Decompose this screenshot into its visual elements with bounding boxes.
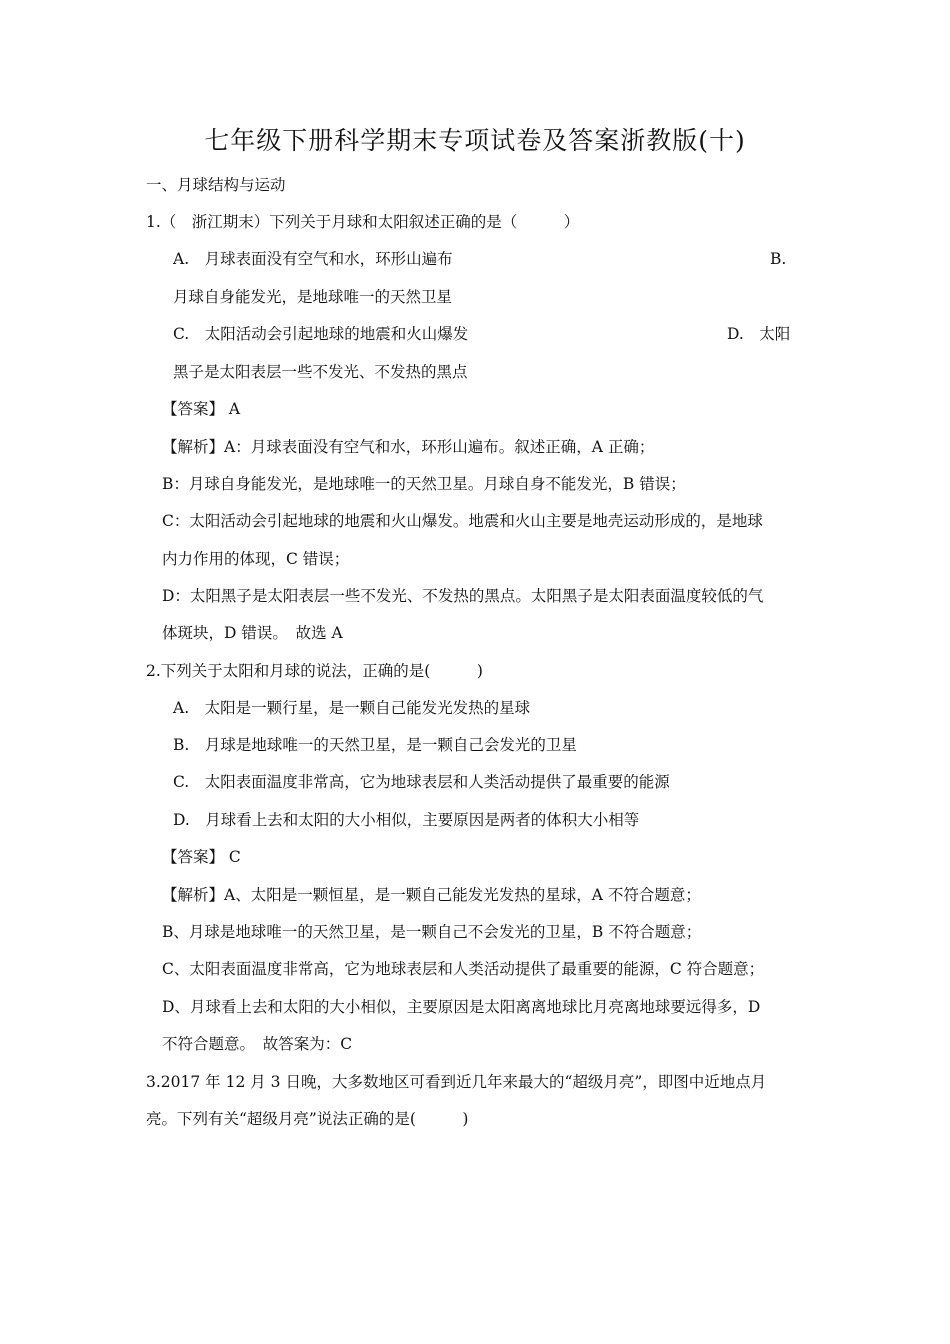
question-1-analysis: 体斑块，D 错误。 故选 A	[162, 624, 343, 642]
section-heading: 一、月球结构与运动	[146, 176, 286, 194]
question-1-option-c: C. 太阳活动会引起地球的地震和火山爆发	[173, 325, 469, 343]
question-1-analysis: 【解析】A：月球表面没有空气和水，环形山遍布。叙述正确，A 正确；	[162, 438, 655, 456]
question-1-analysis: B：月球自身能发光，是地球唯一的天然卫星。月球自身不能发光，B 错误；	[162, 475, 686, 493]
question-1-stem: 1.（ 浙江期末）下列关于月球和太阳叙述正确的是（ ）	[146, 213, 580, 231]
question-2-answer: 【答案】 C	[162, 848, 241, 866]
question-2-analysis: C、太阳表面温度非常高，它为地球表层和人类活动提供了最重要的能源，C 符合题意；	[162, 960, 765, 978]
question-3-stem: 3.2017 年 12 月 3 日晚，大多数地区可看到近几年来最大的“超级月亮”，即图中近地点月	[146, 1073, 767, 1091]
question-2-analysis: 不符合题意。 故答案为：C	[162, 1035, 353, 1053]
question-3-stem: 亮。下列有关“超级月亮”说法正确的是( )	[146, 1110, 469, 1128]
question-1-option-b-text: 月球自身能发光，是地球唯一的天然卫星	[173, 288, 453, 306]
question-2-option-c: C. 太阳表面温度非常高，它为地球表层和人类活动提供了最重要的能源	[173, 773, 670, 791]
question-1-option-b-label: B.	[770, 250, 787, 268]
question-2-option-a: A. 太阳是一颗行星，是一颗自己能发光发热的星球	[173, 699, 531, 717]
question-2-option-b: B. 月球是地球唯一的天然卫星，是一颗自己会发光的卫星	[173, 736, 577, 754]
question-1-answer: 【答案】 A	[162, 400, 241, 418]
question-2-analysis: B、月球是地球唯一的天然卫星，是一颗自己不会发光的卫星，B 不符合题意；	[162, 923, 702, 941]
question-1-option-d-label: D. 太阳	[727, 325, 791, 343]
page-title: 七年级下册科学期末专项试卷及答案浙教版(十)	[204, 126, 746, 155]
question-1-option-a: A. 月球表面没有空气和水，环形山遍布	[173, 250, 453, 268]
question-2-option-d: D. 月球看上去和太阳的大小相似，主要原因是两者的体积大小相等	[173, 811, 640, 829]
question-1-analysis: 内力作用的体现，C 错误；	[162, 550, 350, 568]
question-1-analysis: D：太阳黑子是太阳表层一些不发光、不发热的黑点。太阳黑子是太阳表面温度较低的气	[162, 587, 764, 605]
question-2-analysis: 【解析】A、太阳是一颗恒星，是一颗自己能发光发热的星球，A 不符合题意；	[162, 886, 701, 904]
question-1-option-d-text: 黑子是太阳表层一些不发光、不发热的黑点	[173, 363, 468, 381]
question-2-analysis: D、月球看上去和太阳的大小相似，主要原因是太阳离离地球比月亮离地球要远得多，D	[162, 998, 761, 1016]
question-2-stem: 2.下列关于太阳和月球的说法，正确的是( )	[146, 662, 483, 680]
question-1-analysis: C：太阳活动会引起地球的地震和火山爆发。地震和火山主要是地壳运动形成的，是地球	[162, 512, 763, 530]
